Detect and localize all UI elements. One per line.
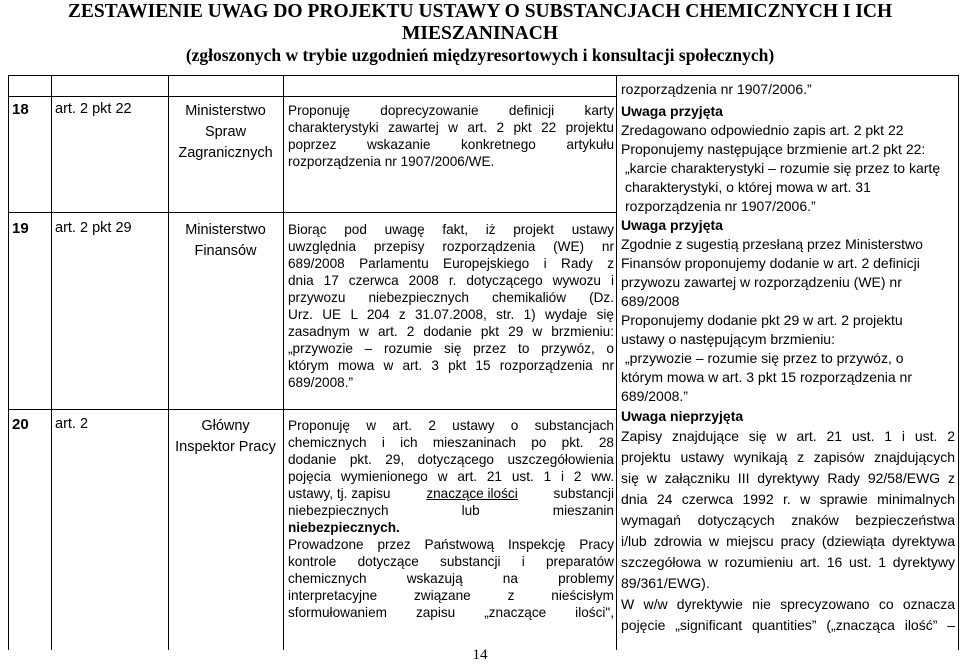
row-number: 19 (12, 220, 29, 237)
title-line-1: ZESTAWIENIE UWAG DO PROJEKTU USTAWY O SUBSTANCJACH CHEMICZNYCH I ICH (67, 1, 893, 22)
row-separator (8, 409, 616, 410)
col-article (52, 76, 169, 651)
row-separator (8, 212, 616, 213)
comment-text: Proponuję doprecyzowanie definicji karty charakterystyki zawartej w art. 2 pkt 22 projektu poprzez wskazanie konkretnego artykułu rozporządzenia nr 1907/2006/WE. (288, 103, 614, 169)
subtitle: (zgłoszonych w trybie uzgodnień międzyresortowych i konsultacji społecznych) (185, 45, 775, 65)
row-separator (8, 96, 616, 97)
response-status: Uwaga przyjęta (621, 217, 723, 233)
comment-text: Biorąc pod uwagę fakt, iż projekt ustawy uwzględnia przepisy rozporządzenia (WE) nr 689/2008 Parlamentu Europejskiego i Rady z dnia 17 czerwca 2008 r. dotyczącego wywozu i przywozu niebezpiecznych chemikaliów (Dz. Urz. UE L 204 z 31.07.2008, str. 1) wydaje się zasadnym w art. 2 dodanie pkt 29 w brzmieniu: „przywozie – rozumie się przez to przywóz, o którym mowa w art. 3 pkt 15 rozporządzenia nr 689/2008.” (288, 222, 614, 390)
document-header (0, 0, 960, 66)
title-line-2: MIESZANINACH (401, 23, 559, 44)
page-number: 14 (472, 647, 488, 663)
article-ref: art. 2 pkt 22 (55, 101, 132, 117)
article-ref: art. 2 pkt 29 (55, 220, 132, 236)
col-num (9, 76, 52, 651)
response-status: Uwaga przyjęta (621, 103, 723, 119)
article-ref: art. 2 (55, 416, 89, 432)
comment-text: Proponuję w art. 2 ustawy o substancjach chemicznych i ich mieszaninach po pkt. 28 dodanie pkt. 29, dotyczącego uszczegółowienia pojęcia wymienionego w art. 21 ust. 1 i 2 ww. ustawy, tj. zapisu znaczące ilości substancji niebezpiecznych lub mieszanin niebezpiecznych. Prowadzone przez Państwową Inspekcję Pracy kontrole dotyczące substancji i preparatów chemicznych wskazują na problemy interpretacyjne związane z nieścisłym sformułowaniem zapisu „znaczące ilości", (288, 418, 614, 620)
organization: Główny Inspektor Pracy (175, 418, 276, 455)
row-number: 18 (12, 101, 29, 118)
row-number: 20 (12, 416, 29, 433)
organization: Ministerstwo Finansów (185, 222, 266, 259)
organization: Ministerstwo Spraw Zagranicznych (178, 103, 273, 161)
response-column: rozporządzenia nr 1907/2006.” Uwaga przyjęta Zredagowano odpowiednio zapis art. 2 pkt 22 Proponujemy następujące brzmienie art.2 pkt 22: „karcie charakterystyki – rozumie się przez to kartę charakterystyki, o której mowa w art. 31 rozporządzenia nr 1907/2006.” Uwaga przyjęta Zgodnie z sugestią przesłaną przez Ministerstwo Finansów proponujemy dodanie w art. 2 definicji przywozu zawartej w rozporządzeniu (WE) nr 689/2008 Proponujemy dodanie pkt 29 w art. 2 projektu ustawy o następującym brzmieniu: „przywozie – rozumie się przez to przywóz, o którym mowa w art. 3 pkt 15 rozporządzenia nr 689/2008.” Uwaga nieprzyjęta Zapisy znajdujące się w art. 21 ust. 1 i ust. 2 projektu ustawy wynikają z zapisów znajdujących się w załączniku III dyrektywy Rady 92/58/EWG z dnia 24 czerwca 1992 r. w sprawie minimalnych wymagań dotyczących znaków bezpieczeństwa i/lub zdrowia w miejscu pracy (dziewiąta dyrektywa szczegółowa w rozumieniu art. 16 ust. 1 dyrektywy 89/361/EWG). W w/w dyrektywie nie sprecyzowano co oznacza pojęcie „significant quantities” („znacząca ilość” – (621, 81, 955, 633)
response-status: Uwaga nieprzyjęta (621, 408, 744, 424)
